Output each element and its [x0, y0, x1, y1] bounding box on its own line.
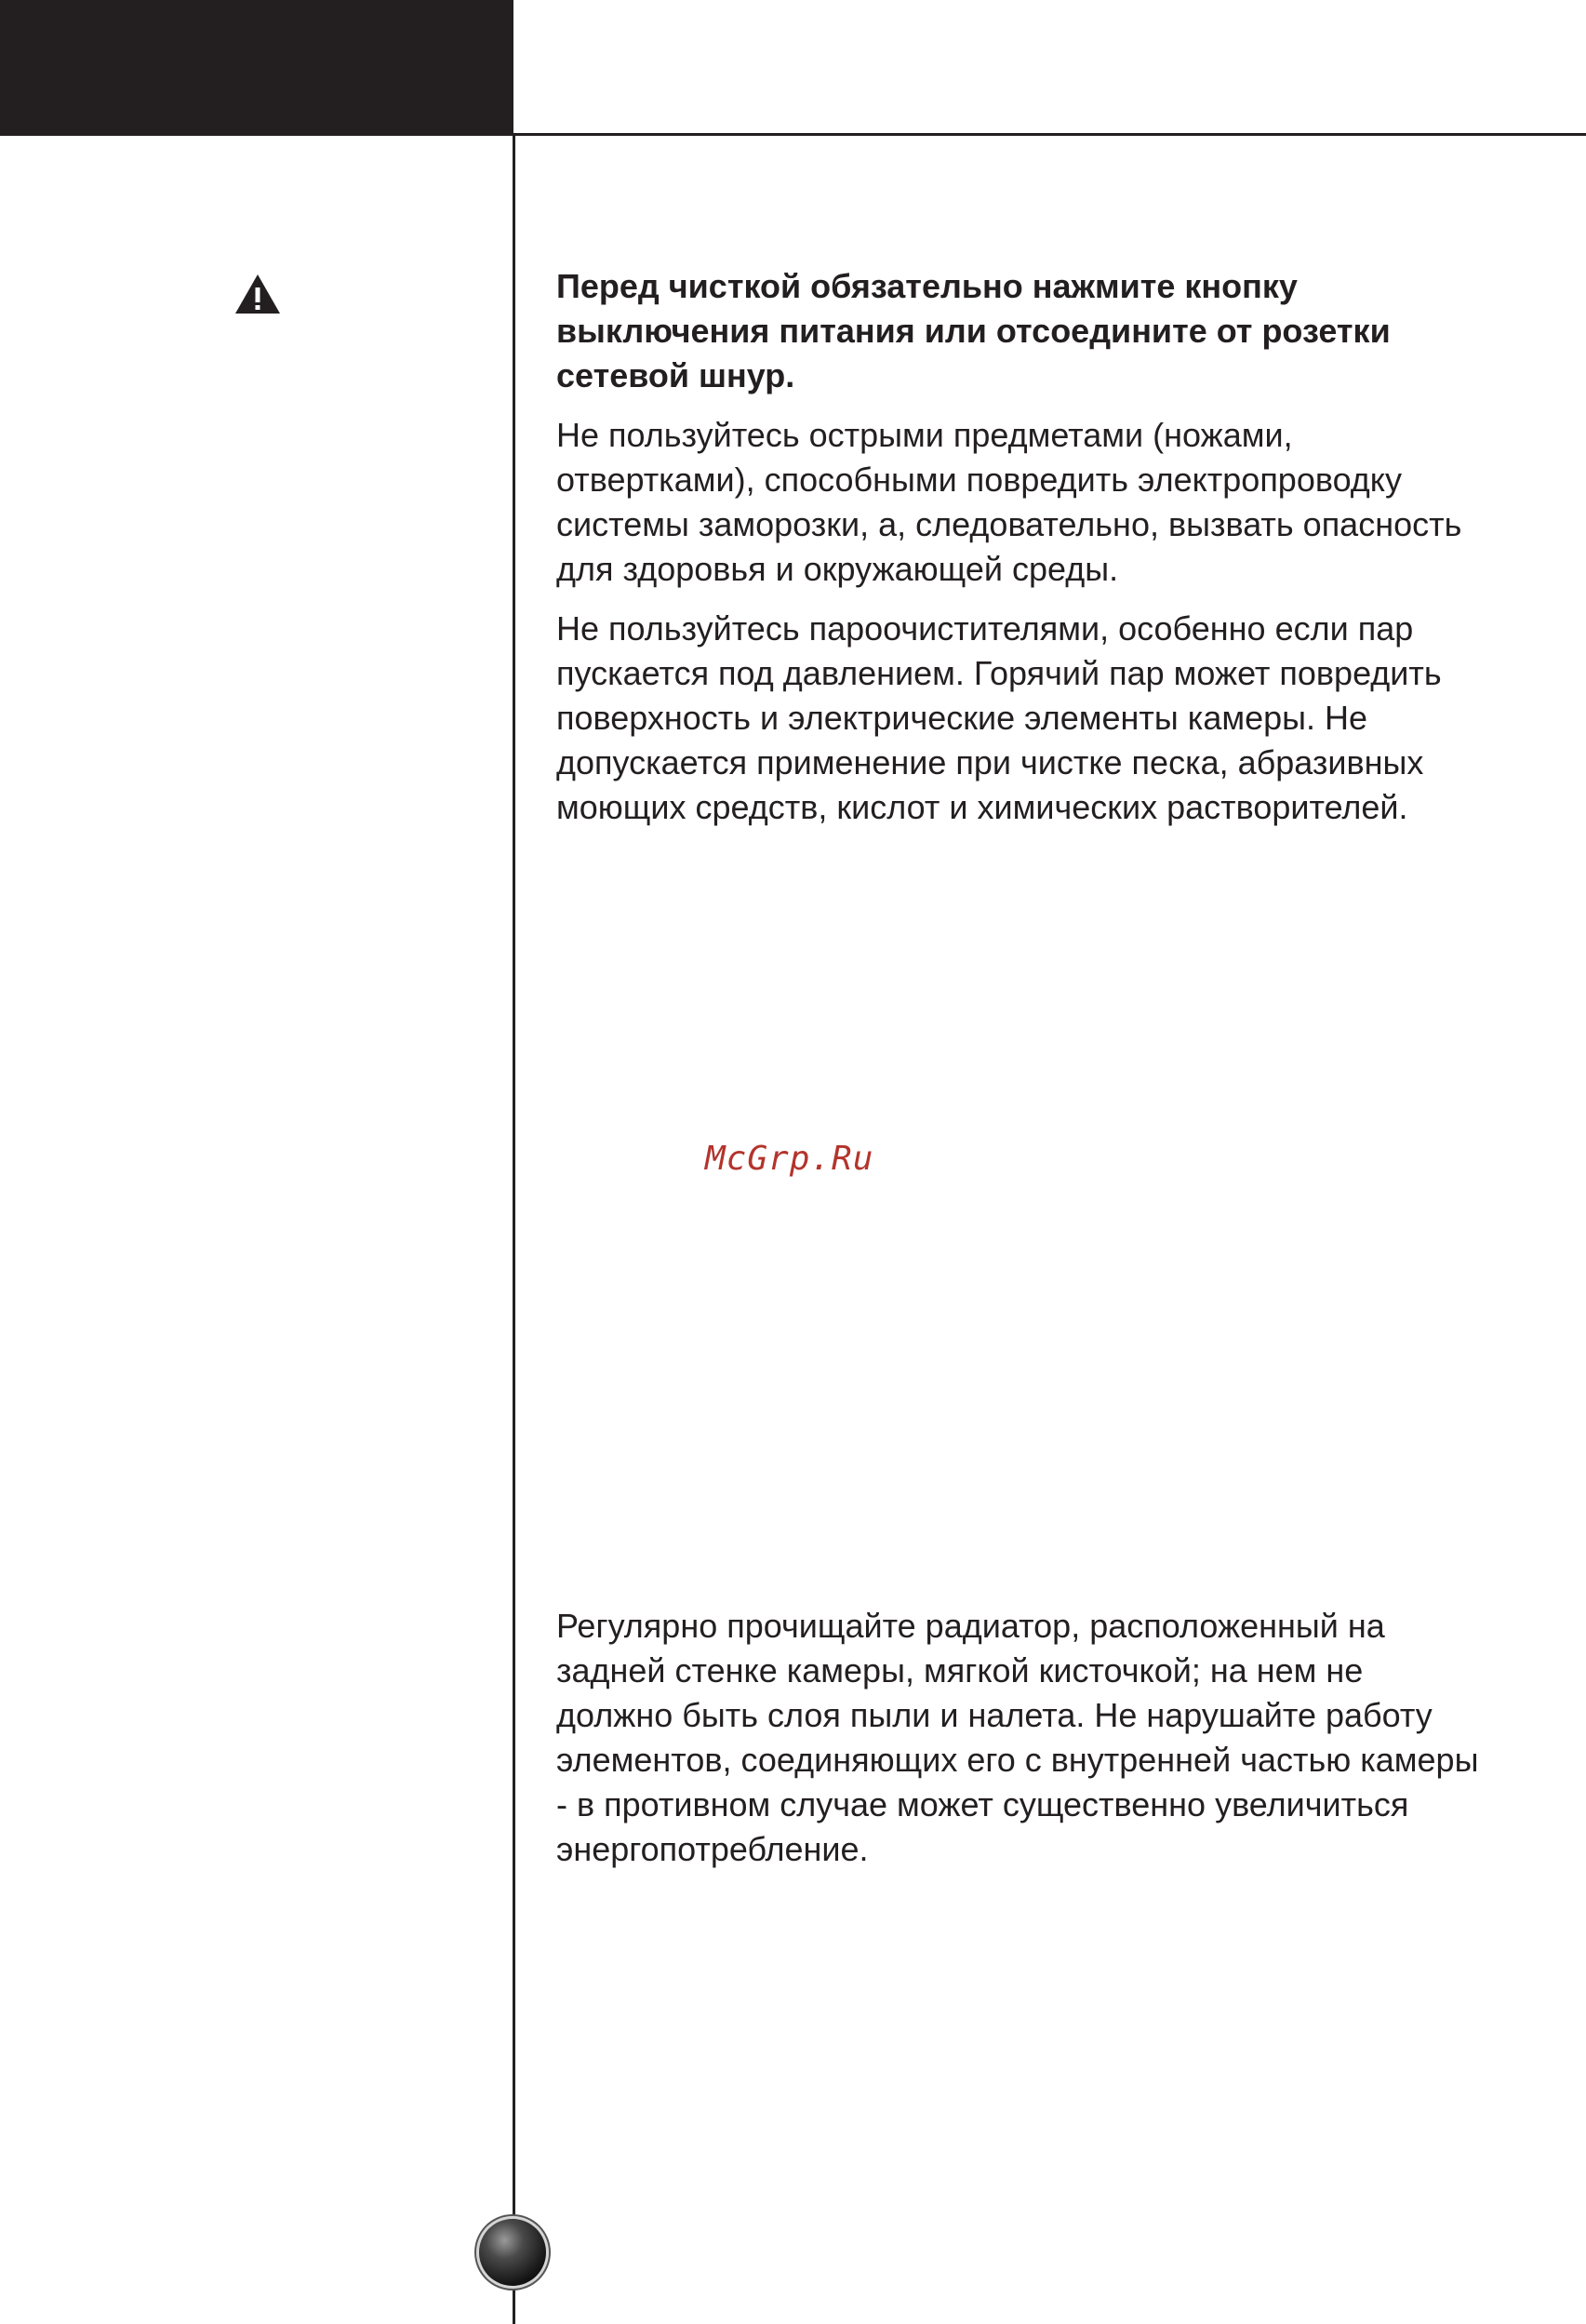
- watermark: McGrp.Ru: [705, 1140, 874, 1178]
- sharp-objects-warning: Не пользуйтесь острыми предметами (ножами, отвертками), способными повредить электропроводку системы заморозки, а, следовательно, вызвать опасность для здоровья и окружающей среды.: [556, 416, 1462, 588]
- steam-cleaner-warning: Не пользуйтесь пароочистителями, особенно если пар пускается под давлением. Горячий пар может повредить поверхность и электрические элементы камеры. Не допускается применение при чистке песка, абразивных моющих средств, кислот и химических растворителей.: [556, 609, 1442, 826]
- cleaning-warnings-section: [556, 264, 1486, 830]
- radiator-cleaning-text: Регулярно прочищайте радиатор, расположенный на задней стенке камеры, мягкой кисточкой; на нем не должно быть слоя пыли и налета. Не нарушайте работу элементов, соединяющих его с внутренней частью камеры - в противном случае может существенно увеличиться энергопотребление.: [556, 1607, 1479, 1868]
- warning-triangle-icon: [234, 274, 281, 314]
- header-black-block: [0, 0, 513, 134]
- page-marker-ball: [479, 2219, 546, 2286]
- header-rule: [0, 133, 1586, 136]
- vertical-divider: [513, 134, 515, 2324]
- power-off-warning: Перед чисткой обязательно нажмите кнопку выключения питания или отсоедините от розетки сетевой шнур.: [556, 267, 1391, 394]
- radiator-cleaning-section: [556, 1604, 1486, 1872]
